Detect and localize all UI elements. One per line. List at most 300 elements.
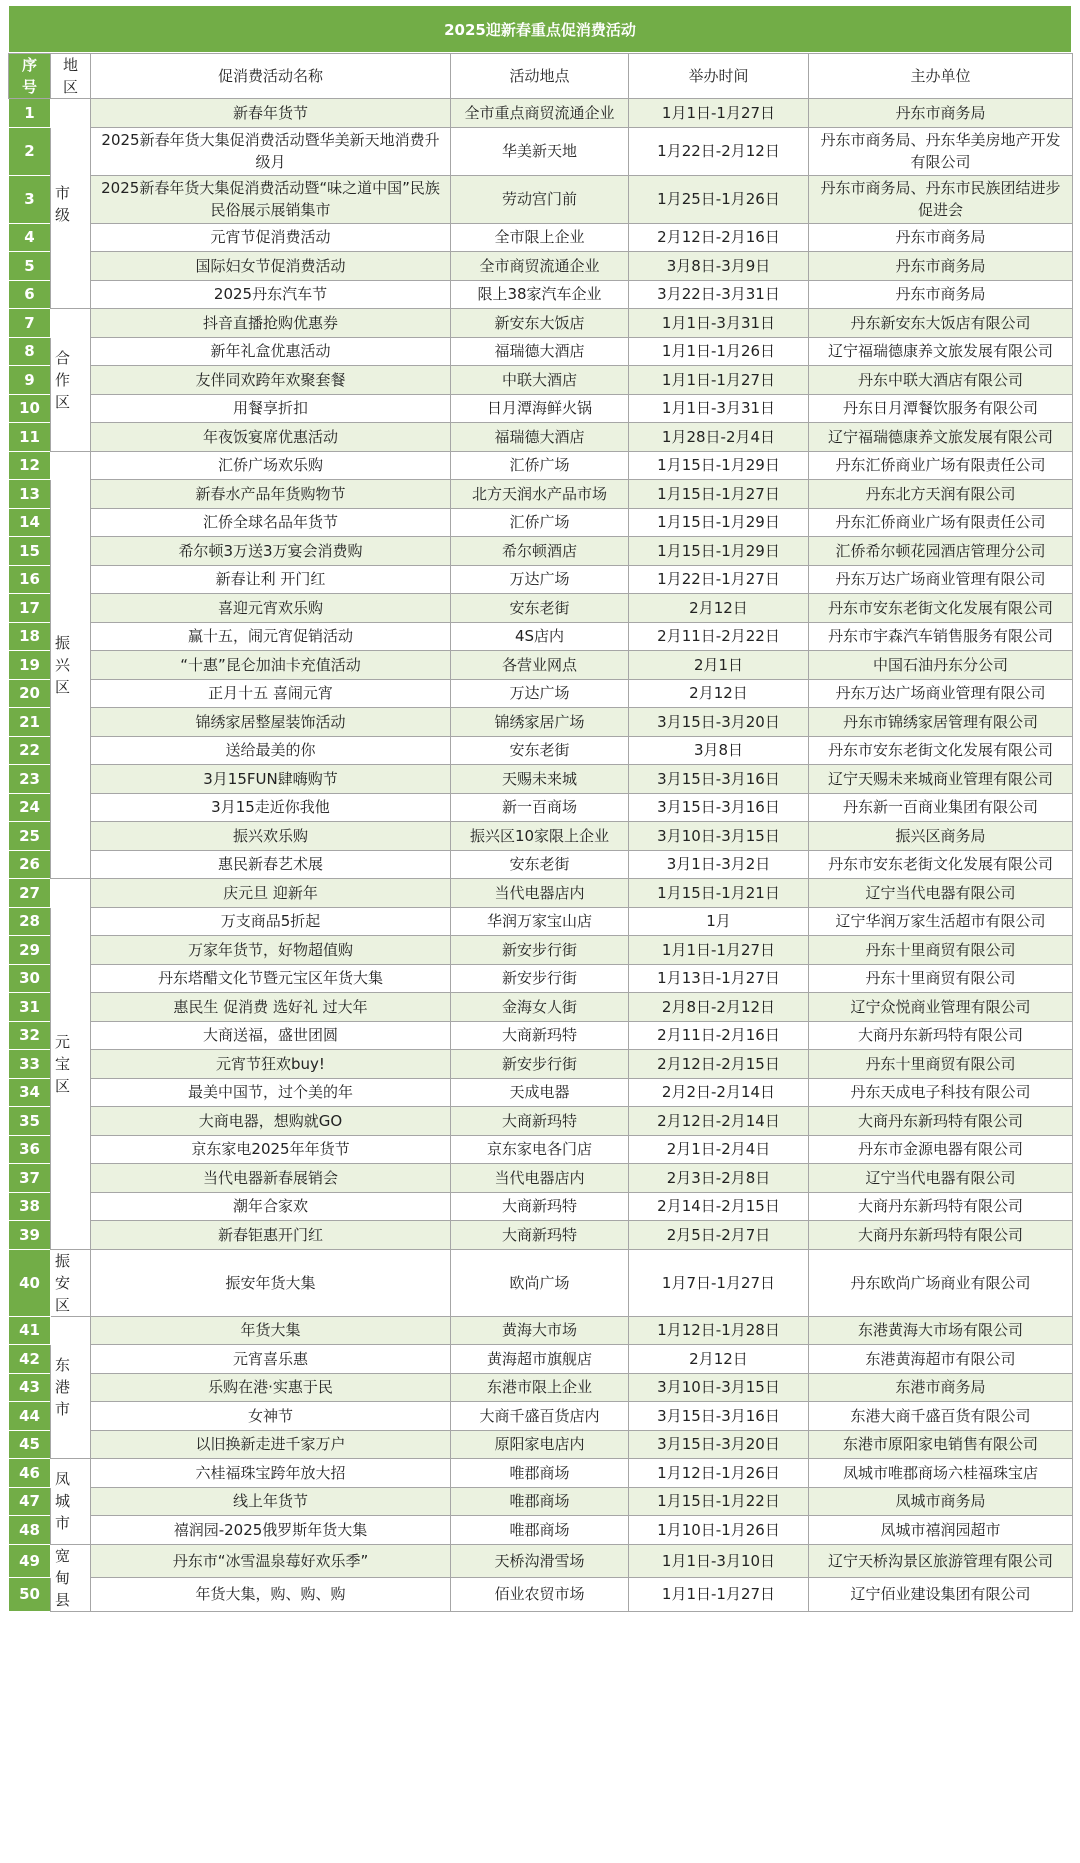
organizer-cell: 振兴区商务局 xyxy=(809,822,1073,851)
row-number: 30 xyxy=(9,964,51,993)
activity-name-cell: 年夜饭宴席优惠活动 xyxy=(91,423,451,452)
organizer-cell: 丹东市商务局 xyxy=(809,223,1073,252)
table-row xyxy=(9,622,1073,651)
activity-place-cell: 新一百商场 xyxy=(451,793,629,822)
activity-place-cell: 东港市限上企业 xyxy=(451,1373,629,1402)
table-row xyxy=(9,99,1073,128)
row-number: 47 xyxy=(9,1487,51,1516)
activity-time-cell: 2月8日-2月12日 xyxy=(629,993,809,1022)
activity-place-cell: 振兴区10家限上企业 xyxy=(451,822,629,851)
activity-name-cell: 元宵节狂欢buy! xyxy=(91,1050,451,1079)
organizer-cell: 东港大商千盛百货有限公司 xyxy=(809,1402,1073,1431)
organizer-cell: 凤城市商务局 xyxy=(809,1487,1073,1516)
activity-time-cell: 1月1日-3月10日 xyxy=(629,1544,809,1578)
table-row xyxy=(9,1107,1073,1136)
activity-place-cell: 汇侨广场 xyxy=(451,451,629,480)
row-number: 31 xyxy=(9,993,51,1022)
organizer-cell: 辽宁当代电器有限公司 xyxy=(809,879,1073,908)
row-number: 28 xyxy=(9,907,51,936)
region-cell: 振安区 xyxy=(51,1249,91,1316)
activity-place-cell: 华润万家宝山店 xyxy=(451,907,629,936)
activity-place-cell: 劳动宫门前 xyxy=(451,175,629,223)
activity-time-cell: 1月25日-1月26日 xyxy=(629,175,809,223)
activity-name-cell: 新春水产品年货购物节 xyxy=(91,480,451,509)
row-number: 9 xyxy=(9,366,51,395)
activity-name-cell: 大商送福，盛世团圆 xyxy=(91,1021,451,1050)
activity-name-cell: 抖音直播抢购优惠券 xyxy=(91,309,451,338)
organizer-cell: 大商丹东新玛特有限公司 xyxy=(809,1192,1073,1221)
activity-name-cell: 新年礼盒优惠活动 xyxy=(91,337,451,366)
activity-place-cell: 新安步行街 xyxy=(451,1050,629,1079)
organizer-cell: 丹东万达广场商业管理有限公司 xyxy=(809,679,1073,708)
region-cell: 东港市 xyxy=(51,1316,91,1459)
activity-place-cell: 全市商贸流通企业 xyxy=(451,252,629,281)
table-row xyxy=(9,366,1073,395)
row-number: 17 xyxy=(9,594,51,623)
activity-time-cell: 1月22日-2月12日 xyxy=(629,127,809,175)
organizer-cell: 丹东十里商贸有限公司 xyxy=(809,964,1073,993)
row-number: 13 xyxy=(9,480,51,509)
activity-time-cell: 2月12日 xyxy=(629,679,809,708)
table-row xyxy=(9,1021,1073,1050)
activity-place-cell: 大商新玛特 xyxy=(451,1021,629,1050)
row-number: 19 xyxy=(9,651,51,680)
activity-name-cell: 万家年货节，好物超值购 xyxy=(91,936,451,965)
activity-place-cell: 唯郡商场 xyxy=(451,1516,629,1545)
activity-name-cell: 送给最美的你 xyxy=(91,736,451,765)
activity-place-cell: 安东老街 xyxy=(451,594,629,623)
table-row xyxy=(9,1249,1073,1316)
activity-table xyxy=(8,53,1073,1612)
organizer-cell: 辽宁众悦商业管理有限公司 xyxy=(809,993,1073,1022)
table-row xyxy=(9,1135,1073,1164)
activity-time-cell: 3月15日-3月16日 xyxy=(629,1402,809,1431)
activity-place-cell: 黄海大市场 xyxy=(451,1316,629,1345)
region-cell: 合作区 xyxy=(51,309,91,452)
row-number: 49 xyxy=(9,1544,51,1578)
row-number: 25 xyxy=(9,822,51,851)
organizer-cell: 辽宁佰业建设集团有限公司 xyxy=(809,1578,1073,1612)
row-number: 40 xyxy=(9,1249,51,1316)
activity-time-cell: 1月12日-1月26日 xyxy=(629,1459,809,1488)
row-number: 34 xyxy=(9,1078,51,1107)
activity-name-cell: 汇侨全球名品年货节 xyxy=(91,508,451,537)
row-number: 23 xyxy=(9,765,51,794)
table-row xyxy=(9,850,1073,879)
row-number: 45 xyxy=(9,1430,51,1459)
organizer-cell: 丹东日月潭餐饮服务有限公司 xyxy=(809,394,1073,423)
header-place: 活动地点 xyxy=(451,54,629,99)
activity-time-cell: 1月15日-1月29日 xyxy=(629,451,809,480)
table-row xyxy=(9,1459,1073,1488)
row-number: 39 xyxy=(9,1221,51,1250)
activity-name-cell: 新春年货节 xyxy=(91,99,451,128)
table-row xyxy=(9,309,1073,338)
row-number: 14 xyxy=(9,508,51,537)
activity-time-cell: 3月8日 xyxy=(629,736,809,765)
activity-place-cell: 京东家电各门店 xyxy=(451,1135,629,1164)
activity-name-cell: 新春让利 开门红 xyxy=(91,565,451,594)
activity-time-cell: 1月1日-1月27日 xyxy=(629,936,809,965)
activity-place-cell: 各营业网点 xyxy=(451,651,629,680)
row-number: 50 xyxy=(9,1578,51,1612)
activity-place-cell: 希尔顿酒店 xyxy=(451,537,629,566)
row-number: 16 xyxy=(9,565,51,594)
row-number: 29 xyxy=(9,936,51,965)
activity-place-cell: 当代电器店内 xyxy=(451,1164,629,1193)
activity-time-cell: 1月15日-1月29日 xyxy=(629,508,809,537)
activity-time-cell: 2月12日 xyxy=(629,1345,809,1374)
activity-place-cell: 华美新天地 xyxy=(451,127,629,175)
activity-time-cell: 3月15日-3月20日 xyxy=(629,1430,809,1459)
header-time: 举办时间 xyxy=(629,54,809,99)
activity-name-cell: 女神节 xyxy=(91,1402,451,1431)
activity-name-cell: 以旧换新走进千家万户 xyxy=(91,1430,451,1459)
activity-name-cell: 希尔顿3万送3万宴会消费购 xyxy=(91,537,451,566)
activity-name-cell: 年货大集 xyxy=(91,1316,451,1345)
activity-name-cell: 禧润园-2025俄罗斯年货大集 xyxy=(91,1516,451,1545)
region-cell: 振兴区 xyxy=(51,451,91,879)
organizer-cell: 辽宁福瑞德康养文旅发展有限公司 xyxy=(809,423,1073,452)
activity-time-cell: 1月1日-1月26日 xyxy=(629,337,809,366)
row-number: 33 xyxy=(9,1050,51,1079)
activity-name-cell: 3月15FUN肆嗨购节 xyxy=(91,765,451,794)
table-row xyxy=(9,736,1073,765)
table-row xyxy=(9,679,1073,708)
activity-name-cell: 汇侨广场欢乐购 xyxy=(91,451,451,480)
table-row xyxy=(9,1192,1073,1221)
activity-name-cell: 用餐享折扣 xyxy=(91,394,451,423)
activity-place-cell: 日月潭海鲜火锅 xyxy=(451,394,629,423)
activity-name-cell: 元宵节促消费活动 xyxy=(91,223,451,252)
row-number: 48 xyxy=(9,1516,51,1545)
activity-name-cell: 3月15走近你我他 xyxy=(91,793,451,822)
row-number: 6 xyxy=(9,280,51,309)
activity-place-cell: 万达广场 xyxy=(451,565,629,594)
activity-time-cell: 1月1日-1月27日 xyxy=(629,1578,809,1612)
header-row xyxy=(9,54,1073,99)
organizer-cell: 东港市原阳家电销售有限公司 xyxy=(809,1430,1073,1459)
table-row xyxy=(9,451,1073,480)
region-cell: 市级 xyxy=(51,99,91,309)
activity-name-cell: 2025丹东汽车节 xyxy=(91,280,451,309)
activity-place-cell: 原阳家电店内 xyxy=(451,1430,629,1459)
organizer-cell: 大商丹东新玛特有限公司 xyxy=(809,1107,1073,1136)
row-number: 36 xyxy=(9,1135,51,1164)
row-number: 46 xyxy=(9,1459,51,1488)
activity-name-cell: 2025新春年货大集促消费活动暨华美新天地消费升级月 xyxy=(91,127,451,175)
page-title: 2025迎新春重点促消费活动 xyxy=(8,5,1072,53)
activity-name-cell: 线上年货节 xyxy=(91,1487,451,1516)
organizer-cell: 丹东市安东老街文化发展有限公司 xyxy=(809,850,1073,879)
organizer-cell: 丹东市商务局 xyxy=(809,99,1073,128)
activity-time-cell: 2月12日-2月14日 xyxy=(629,1107,809,1136)
activity-time-cell: 1月12日-1月28日 xyxy=(629,1316,809,1345)
table-row xyxy=(9,1544,1073,1578)
organizer-cell: 丹东十里商贸有限公司 xyxy=(809,936,1073,965)
activity-place-cell: 黄海超市旗舰店 xyxy=(451,1345,629,1374)
activity-time-cell: 2月5日-2月7日 xyxy=(629,1221,809,1250)
organizer-cell: 丹东市安东老街文化发展有限公司 xyxy=(809,736,1073,765)
activity-time-cell: 3月15日-3月20日 xyxy=(629,708,809,737)
table-row xyxy=(9,1050,1073,1079)
row-number: 20 xyxy=(9,679,51,708)
region-cell: 凤城市 xyxy=(51,1459,91,1545)
activity-time-cell: 2月11日-2月22日 xyxy=(629,622,809,651)
row-number: 1 xyxy=(9,99,51,128)
header-name: 促消费活动名称 xyxy=(91,54,451,99)
table-row xyxy=(9,175,1073,223)
row-number: 43 xyxy=(9,1373,51,1402)
activity-time-cell: 1月28日-2月4日 xyxy=(629,423,809,452)
activity-name-cell: 万支商品5折起 xyxy=(91,907,451,936)
organizer-cell: 丹东新一百商业集团有限公司 xyxy=(809,793,1073,822)
organizer-cell: 丹东市商务局、丹东华美房地产开发有限公司 xyxy=(809,127,1073,175)
organizer-cell: 丹东市锦绣家居管理有限公司 xyxy=(809,708,1073,737)
activity-name-cell: 惠民生 促消费 选好礼 过大年 xyxy=(91,993,451,1022)
activity-time-cell: 3月15日-3月16日 xyxy=(629,765,809,794)
activity-time-cell: 1月15日-1月21日 xyxy=(629,879,809,908)
organizer-cell: 凤城市禧润园超市 xyxy=(809,1516,1073,1545)
organizer-cell: 辽宁当代电器有限公司 xyxy=(809,1164,1073,1193)
table-row xyxy=(9,1078,1073,1107)
activity-name-cell: 惠民新春艺术展 xyxy=(91,850,451,879)
organizer-cell: 丹东市安东老街文化发展有限公司 xyxy=(809,594,1073,623)
activity-name-cell: 丹东塔醋文化节暨元宝区年货大集 xyxy=(91,964,451,993)
organizer-cell: 丹东十里商贸有限公司 xyxy=(809,1050,1073,1079)
table-row xyxy=(9,480,1073,509)
activity-place-cell: 北方天润水产品市场 xyxy=(451,480,629,509)
activity-place-cell: 天桥沟滑雪场 xyxy=(451,1544,629,1578)
organizer-cell: 丹东汇侨商业广场有限责任公司 xyxy=(809,508,1073,537)
activity-time-cell: 2月1日 xyxy=(629,651,809,680)
row-number: 37 xyxy=(9,1164,51,1193)
organizer-cell: 丹东欧尚广场商业有限公司 xyxy=(809,1249,1073,1316)
row-number: 7 xyxy=(9,309,51,338)
activity-time-cell: 2月12日-2月16日 xyxy=(629,223,809,252)
activity-place-cell: 新安步行街 xyxy=(451,936,629,965)
activity-time-cell: 3月10日-3月15日 xyxy=(629,822,809,851)
activity-name-cell: 年货大集，购、购、购 xyxy=(91,1578,451,1612)
region-cell: 元宝区 xyxy=(51,879,91,1250)
row-number: 3 xyxy=(9,175,51,223)
organizer-cell: 丹东市金源电器有限公司 xyxy=(809,1135,1073,1164)
activity-name-cell: 潮年合家欢 xyxy=(91,1192,451,1221)
table-row xyxy=(9,993,1073,1022)
activity-place-cell: 大商新玛特 xyxy=(451,1221,629,1250)
activity-place-cell: 4S店内 xyxy=(451,622,629,651)
header-org: 主办单位 xyxy=(809,54,1073,99)
activity-place-cell: 唯郡商场 xyxy=(451,1459,629,1488)
activity-place-cell: 欧尚广场 xyxy=(451,1249,629,1316)
activity-place-cell: 当代电器店内 xyxy=(451,879,629,908)
organizer-cell: 东港黄海大市场有限公司 xyxy=(809,1316,1073,1345)
activity-time-cell: 1月15日-1月27日 xyxy=(629,480,809,509)
activity-time-cell: 1月1日-1月27日 xyxy=(629,99,809,128)
activity-place-cell: 金海女人街 xyxy=(451,993,629,1022)
table-row xyxy=(9,651,1073,680)
table-row xyxy=(9,337,1073,366)
row-number: 12 xyxy=(9,451,51,480)
activity-place-cell: 天成电器 xyxy=(451,1078,629,1107)
organizer-cell: 丹东新安东大饭店有限公司 xyxy=(809,309,1073,338)
activity-place-cell: 大商新玛特 xyxy=(451,1107,629,1136)
activity-place-cell: 大商千盛百货店内 xyxy=(451,1402,629,1431)
region-cell: 宽甸县 xyxy=(51,1544,91,1611)
organizer-cell: 中国石油丹东分公司 xyxy=(809,651,1073,680)
table-row xyxy=(9,394,1073,423)
organizer-cell: 丹东市商务局 xyxy=(809,252,1073,281)
table-row xyxy=(9,907,1073,936)
activity-name-cell: 正月十五 喜闹元宵 xyxy=(91,679,451,708)
activity-time-cell: 2月12日-2月15日 xyxy=(629,1050,809,1079)
organizer-cell: 东港黄海超市有限公司 xyxy=(809,1345,1073,1374)
organizer-cell: 辽宁福瑞德康养文旅发展有限公司 xyxy=(809,337,1073,366)
table-row xyxy=(9,423,1073,452)
table-row xyxy=(9,1516,1073,1545)
table-row xyxy=(9,1578,1073,1612)
table-row xyxy=(9,1345,1073,1374)
activity-place-cell: 新安步行街 xyxy=(451,964,629,993)
table-row xyxy=(9,765,1073,794)
table-row xyxy=(9,594,1073,623)
activity-time-cell: 2月1日-2月4日 xyxy=(629,1135,809,1164)
table-row xyxy=(9,1430,1073,1459)
table-row xyxy=(9,1373,1073,1402)
activity-name-cell: 丹东市“冰雪温泉莓好欢乐季” xyxy=(91,1544,451,1578)
activity-place-cell: 安东老街 xyxy=(451,736,629,765)
row-number: 10 xyxy=(9,394,51,423)
table-row xyxy=(9,879,1073,908)
organizer-cell: 丹东北方天润有限公司 xyxy=(809,480,1073,509)
table-row xyxy=(9,127,1073,175)
activity-time-cell: 2月11日-2月16日 xyxy=(629,1021,809,1050)
activity-name-cell: 元宵喜乐惠 xyxy=(91,1345,451,1374)
row-number: 38 xyxy=(9,1192,51,1221)
activity-place-cell: 安东老街 xyxy=(451,850,629,879)
activity-name-cell: 六桂福珠宝跨年放大招 xyxy=(91,1459,451,1488)
header-no: 序号 xyxy=(9,54,51,99)
activity-name-cell: 喜迎元宵欢乐购 xyxy=(91,594,451,623)
activity-name-cell: 大商电器，想购就GO xyxy=(91,1107,451,1136)
table-row xyxy=(9,793,1073,822)
activity-place-cell: 唯郡商场 xyxy=(451,1487,629,1516)
activity-name-cell: 振安年货大集 xyxy=(91,1249,451,1316)
row-number: 27 xyxy=(9,879,51,908)
organizer-cell: 丹东市商务局 xyxy=(809,280,1073,309)
activity-time-cell: 1月1日-3月31日 xyxy=(629,394,809,423)
row-number: 42 xyxy=(9,1345,51,1374)
activity-name-cell: 振兴欢乐购 xyxy=(91,822,451,851)
activity-time-cell: 3月22日-3月31日 xyxy=(629,280,809,309)
table-row xyxy=(9,1402,1073,1431)
table-row xyxy=(9,565,1073,594)
organizer-cell: 丹东天成电子科技有限公司 xyxy=(809,1078,1073,1107)
organizer-cell: 汇侨希尔顿花园酒店管理分公司 xyxy=(809,537,1073,566)
activity-place-cell: 天赐未来城 xyxy=(451,765,629,794)
activity-place-cell: 大商新玛特 xyxy=(451,1192,629,1221)
table-row xyxy=(9,936,1073,965)
organizer-cell: 凤城市唯郡商场六桂福珠宝店 xyxy=(809,1459,1073,1488)
activity-name-cell: 赢十五，闹元宵促销活动 xyxy=(91,622,451,651)
row-number: 18 xyxy=(9,622,51,651)
row-number: 2 xyxy=(9,127,51,175)
activity-time-cell: 1月1日-3月31日 xyxy=(629,309,809,338)
table-body xyxy=(9,99,1073,1612)
table-row xyxy=(9,252,1073,281)
row-number: 8 xyxy=(9,337,51,366)
organizer-cell: 辽宁天桥沟景区旅游管理有限公司 xyxy=(809,1544,1073,1578)
row-number: 5 xyxy=(9,252,51,281)
organizer-cell: 丹东万达广场商业管理有限公司 xyxy=(809,565,1073,594)
activity-time-cell: 1月15日-1月29日 xyxy=(629,537,809,566)
table-row xyxy=(9,708,1073,737)
activity-name-cell: “十惠”昆仑加油卡充值活动 xyxy=(91,651,451,680)
activity-name-cell: 最美中国节，过个美的年 xyxy=(91,1078,451,1107)
row-number: 22 xyxy=(9,736,51,765)
activity-time-cell: 2月12日 xyxy=(629,594,809,623)
activity-place-cell: 锦绣家居广场 xyxy=(451,708,629,737)
activity-name-cell: 新春钜惠开门红 xyxy=(91,1221,451,1250)
row-number: 44 xyxy=(9,1402,51,1431)
activity-time-cell: 1月15日-1月22日 xyxy=(629,1487,809,1516)
table-row xyxy=(9,1221,1073,1250)
activity-place-cell: 全市重点商贸流通企业 xyxy=(451,99,629,128)
activity-place-cell: 汇侨广场 xyxy=(451,508,629,537)
activity-time-cell: 2月2日-2月14日 xyxy=(629,1078,809,1107)
table-row xyxy=(9,223,1073,252)
activity-name-cell: 2025新春年货大集促消费活动暨“味之道中国”民族民俗展示展销集市 xyxy=(91,175,451,223)
activity-time-cell: 3月10日-3月15日 xyxy=(629,1373,809,1402)
table-row xyxy=(9,1487,1073,1516)
activity-name-cell: 京东家电2025年年货节 xyxy=(91,1135,451,1164)
activity-place-cell: 限上38家汽车企业 xyxy=(451,280,629,309)
organizer-cell: 大商丹东新玛特有限公司 xyxy=(809,1221,1073,1250)
activity-time-cell: 1月13日-1月27日 xyxy=(629,964,809,993)
row-number: 11 xyxy=(9,423,51,452)
activity-time-cell: 3月1日-3月2日 xyxy=(629,850,809,879)
activity-name-cell: 国际妇女节促消费活动 xyxy=(91,252,451,281)
activity-name-cell: 友伴同欢跨年欢聚套餐 xyxy=(91,366,451,395)
row-number: 21 xyxy=(9,708,51,737)
organizer-cell: 丹东中联大酒店有限公司 xyxy=(809,366,1073,395)
table-row xyxy=(9,508,1073,537)
activity-place-cell: 万达广场 xyxy=(451,679,629,708)
organizer-cell: 丹东市宇森汽车销售服务有限公司 xyxy=(809,622,1073,651)
activity-time-cell: 3月8日-3月9日 xyxy=(629,252,809,281)
row-number: 26 xyxy=(9,850,51,879)
activity-place-cell: 佰业农贸市场 xyxy=(451,1578,629,1612)
activity-name-cell: 锦绣家居整屋装饰活动 xyxy=(91,708,451,737)
organizer-cell: 辽宁华润万家生活超市有限公司 xyxy=(809,907,1073,936)
activity-time-cell: 1月 xyxy=(629,907,809,936)
activity-place-cell: 新安东大饭店 xyxy=(451,309,629,338)
activity-time-cell: 2月3日-2月8日 xyxy=(629,1164,809,1193)
activity-place-cell: 中联大酒店 xyxy=(451,366,629,395)
table-row xyxy=(9,1164,1073,1193)
activity-time-cell: 2月14日-2月15日 xyxy=(629,1192,809,1221)
organizer-cell: 东港市商务局 xyxy=(809,1373,1073,1402)
table-row xyxy=(9,1316,1073,1345)
activity-time-cell: 1月7日-1月27日 xyxy=(629,1249,809,1316)
row-number: 32 xyxy=(9,1021,51,1050)
row-number: 35 xyxy=(9,1107,51,1136)
activity-place-cell: 福瑞德大酒店 xyxy=(451,423,629,452)
table-row xyxy=(9,822,1073,851)
organizer-cell: 丹东市商务局、丹东市民族团结进步促进会 xyxy=(809,175,1073,223)
table-row xyxy=(9,537,1073,566)
row-number: 24 xyxy=(9,793,51,822)
